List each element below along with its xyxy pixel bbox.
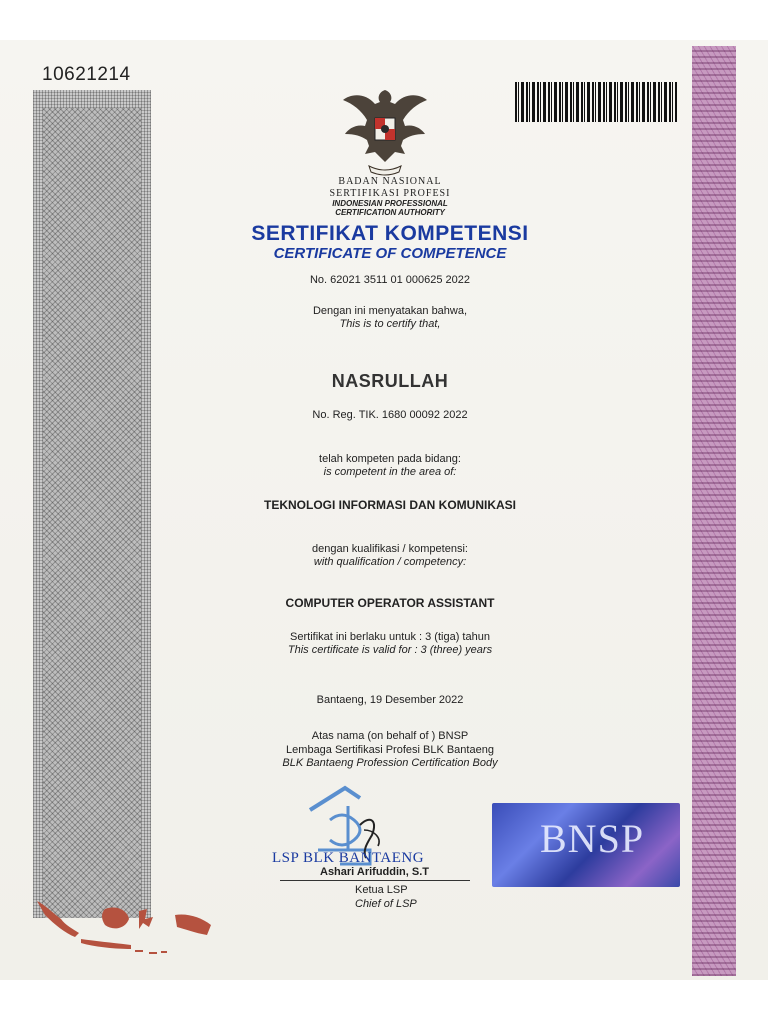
certification-body-en: BLK Bantaeng Profession Certification Body [282,757,498,769]
certificate-title: SERTIFIKAT KOMPETENSI [251,222,529,245]
qualification: COMPUTER OPERATOR ASSISTANT [285,596,495,610]
signatory-role-en: Chief of LSP [355,898,417,910]
on-behalf: Atas nama (on behalf of ) BNSP [311,730,469,742]
qualification-label-id: dengan kualifikasi / kompetensi: [312,543,468,555]
intro-en: This is to certify that, [339,318,441,330]
agency-name-id-2: SERTIFIKASI PROFESI [329,188,451,199]
barcode-icon [515,82,677,122]
validity-en: This certificate is valid for : 3 (three) years [287,644,493,656]
agency-name-en: INDONESIAN PROFESSIONAL [332,199,448,208]
intro-id: Dengan ini menyatakan bahwa, [312,305,468,317]
place-date: Bantaeng, 19 Desember 2022 [316,694,464,706]
bnsp-hologram-text: BNSP [540,816,645,861]
security-pattern-left [33,90,151,918]
competency-area: TEKNOLOGI INFORMASI DAN KOMUNIKASI [264,498,516,512]
area-label-id: telah kompeten pada bidang: [319,453,461,465]
holder-name: NASRULLAH [331,371,449,391]
registration-number: No. Reg. TIK. 1680 00092 2022 [312,409,468,421]
serial-number: 10621214 [42,64,131,85]
security-pattern-right [692,46,736,976]
signatory-role-id: Ketua LSP [355,884,408,896]
qualification-label-en: with qualification / competency: [313,556,467,568]
validity-id: Sertifikat ini berlaku untuk : 3 (tiga) tahun [290,631,490,643]
area-label-en: is competent in the area of: [323,466,457,478]
signature-line [280,880,470,881]
garuda-emblem-icon [335,82,435,182]
certification-body-id: Lembaga Sertifikasi Profesi BLK Bantaeng [286,744,494,756]
indonesia-map-icon [35,895,215,965]
agency-name-id: BADAN NASIONAL [338,176,442,187]
lsp-logo-text: LSP BLK BANTAENG [272,850,425,866]
certificate-number: No. 62021 3511 01 000625 2022 [309,274,471,286]
signatory-name: Ashari Arifuddin, S.T [320,866,429,878]
certificate-subtitle: CERTIFICATE OF COMPETENCE [273,245,507,262]
agency-name-en-2: CERTIFICATION AUTHORITY [335,208,445,217]
